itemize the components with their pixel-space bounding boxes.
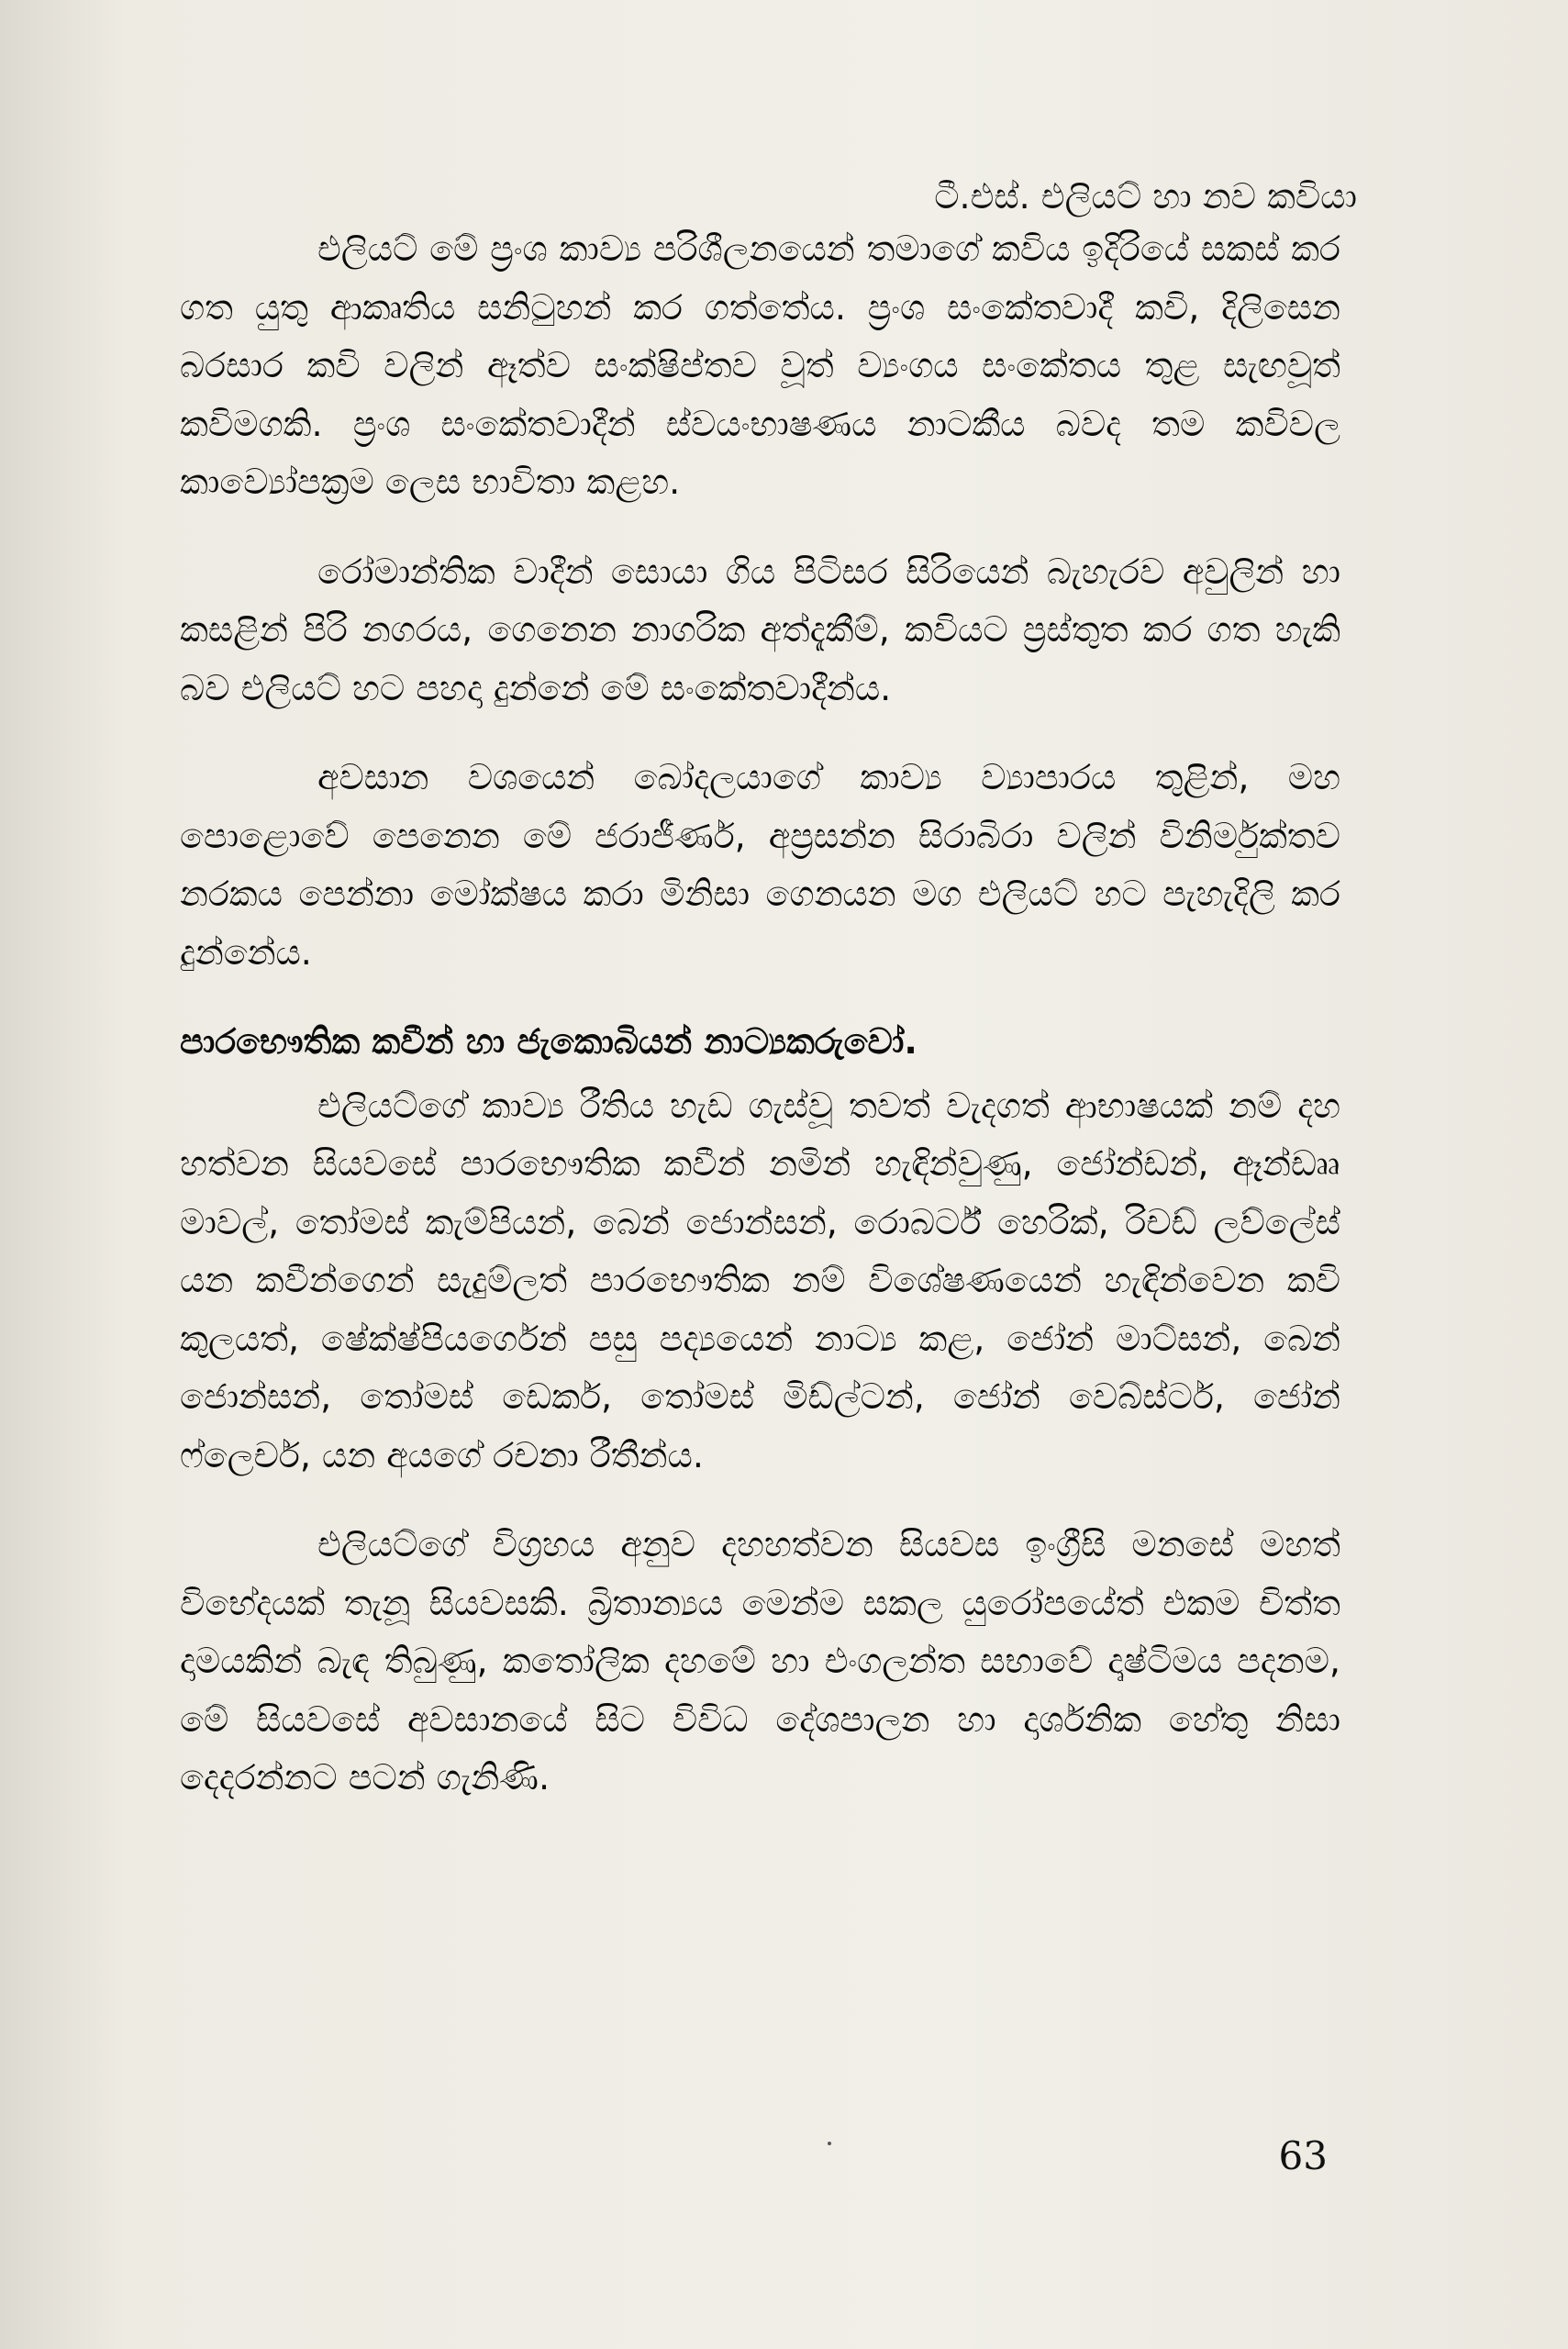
page-body (180, 220, 1340, 1839)
paragraph-1: එලියට් මේ ප්‍රංශ කාව්‍ය පරිශීලනයෙන් තමාගේ කවිය ඉදිරියේ සකස් කර ගත යුතු ආකෘතිය සනිටුහන් කර ගත්තේය. ප්‍රංශ සංකේතවාදී කවි, දිලිසෙන බරසාර කවි වලින් ඈත්ව සංක්ෂිප්තව වූත් ව්‍යංගය සංකේතය තුළ සැඟවූත් කවිමගකි. ප්‍රංශ සංකේතවාදීන් ස්වයංභාෂණය නාටකීය බවද තම කවිවල කාව්‍යෝපක්‍රම ලෙස භාවිතා කළහ. (180, 228, 1340, 502)
paragraph-3: අවසාන වශයෙන් බෝදලයාගේ කාව්‍ය ව්‍යාපාරය තුළින්, මහ පොළොවේ පෙනෙන මේ ජරාජීර්ණ, අප්‍රසන්න සිරාබිරා වලින් විනිර්මුක්තව නරකය පෙන්නා මෝක්ෂය කරා මිනිසා ගෙනයන මග එලියට් හට පැහැදිලි කර දුන්නේය. (180, 757, 1340, 973)
running-header: ටී.එස්. එලියට් හා නව කවියා (934, 176, 1357, 217)
section-heading: පාරභෞතික කවීන් හා ජැකොබියන් නාට්‍යකරුවෝ. (180, 1021, 917, 1062)
section-paragraph-2: එලියට්ගේ විග්‍රහය අනුව දහහත්වන සියවස ඉංග්‍රීසි මනසේ මහත් විභේදයක් තැනූ සියවසකි. බ්‍රිතාන්‍යය මෙන්ම සකල යුරෝපයේත් එකම චිත්ත දාමයකින් බැඳ තිබුණු, කතෝලික දහමේ හා එංගලන්ත සභාවේ දෘෂ්ටිමය පදනම, මේ සියවසේ අවසානයේ සිට විවිධ දේශපාලන හා දාර්ශනික හේතු නිසා දෙදරන්නට පටන් ගැනිණි. (180, 1524, 1340, 1798)
paragraph-2: රෝමාන්තික වාදීන් සොයා ගිය පිටිසර සිරියෙන් බැහැරව අවුලින් හා කසළින් පිරි නගරය, ගෙනෙන නාගරික අත්දැකීම්, කවියට ප්‍රස්තුත කර ගත හැකි බව එලියට් හට පහදා දුන්නේ මේ සංකේතවාදීන්ය. (180, 551, 1340, 708)
page-number: 63 (1278, 2133, 1328, 2178)
paper-speck (828, 2142, 831, 2145)
section-paragraph-1: එලියට්ගේ කාව්‍ය රීතිය හැඩ ගැස්වූ තවත් වැදගත් ආභාෂයක් නම් දහ හත්වන සියවසේ පාරභෞතික කවීන් නමින් හැඳින්වුණු, ජෝන්ඩන්, ඈන්ඩෲ මාවල්, තෝමස් කැම්පියන්, බෙන් ජොන්සන්, රොබර්ට් හෙරික්, රිචඩ් ලව්ලේස් යන කවීන්ගෙන් සැදුම්ලත් පාරභෞතික නම් විශේෂණයෙන් හැඳින්වෙන කවි කුලයත්, ෂේක්ෂ්පියර්ගෙන් පසු පද්‍යයෙන් නාට්‍ය කළ, ජෝන් මාට්සන්, බෙන් ජොන්සන්, තෝමස් ඩෙකර්, තෝමස් මිඩ්ල්ටන්, ජෝන් වෙබ්ස්ටර්, ජෝන් ෆ්ලෙචර්, යන අයගේ රචනා රීතීන්ය. (180, 1085, 1340, 1475)
